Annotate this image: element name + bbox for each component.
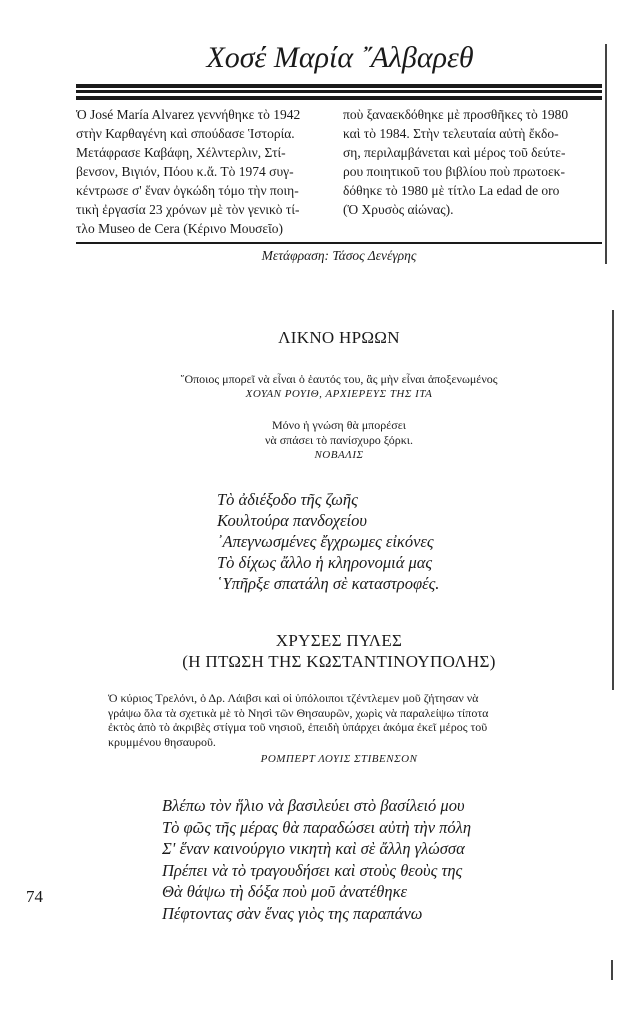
verse-line: ῾Υπῆρξε σπατάλη σὲ καταστροφές. bbox=[217, 574, 440, 593]
verse-line: Σ' ἕναν καινούργιο νικητὴ καὶ σὲ ἄλλη γλώσσα bbox=[162, 839, 465, 858]
epigraph-text: ἐκτὸς ἀπὸ τὸ ἀκριβὲς στίγμα τοῦ νησιοῦ, ἐπειδὴ ὑπάρχει ἀκόμα ἐκεῖ μέρος τοῦ bbox=[108, 720, 488, 734]
margin-line bbox=[612, 310, 614, 690]
bio-line: Μετάφρασε Καβάφη, Χέλντερλιν, Στί- bbox=[76, 145, 286, 160]
poem-stanza bbox=[217, 489, 439, 594]
epigraph-text: Ὁ κύριος Τρελόνι, ὁ Δρ. Λάιβσι καὶ οἱ ὑπόλοιποι τζέντλεμεν μοῦ ζήτησαν νὰ bbox=[108, 691, 479, 705]
bio-right-column bbox=[343, 105, 602, 219]
bio-line: δόθηκε τὸ 1980 μὲ τίτλο La edad de oro bbox=[343, 183, 560, 198]
bio-line: καὶ τὸ 1984. Στὴν τελευταία αὐτὴ ἔκδο- bbox=[343, 126, 559, 141]
epigraph bbox=[76, 418, 602, 463]
verse-line: Τὸ φῶς τῆς μέρας θὰ παραδώσει αὐτὴ τὴν πόλη bbox=[162, 817, 472, 837]
bio-line: ση, περιλαμβάνεται καὶ μέρος τοῦ δεύτε- bbox=[343, 145, 566, 160]
poem-title-line: (Η ΠΤΩΣΗ ΤΗΣ ΚΩΣΤΑΝΤΙΝΟΥΠΟΛΗΣ) bbox=[182, 652, 496, 671]
epigraph bbox=[76, 372, 602, 402]
bio-line: τικὴ ἐργασία 23 χρόνων μὲ τὸν γενικὸ τί- bbox=[76, 202, 300, 217]
verse-line: ᾿Απεγνωσμένες ἔγχρωμες εἰκόνες bbox=[217, 532, 434, 551]
verse-line: Κουλτούρα πανδοχείου bbox=[217, 511, 367, 530]
bio-line: ποὺ ξαναεκδόθηκε μὲ προσθῆκες τὸ 1980 bbox=[343, 107, 569, 122]
header-rule-3 bbox=[76, 96, 602, 100]
epigraph-text: ῞Οποιος μπορεῖ νὰ εἶναι ὁ ἑαυτός του, ἂς μὴν εἶναι ἀποξενωμένος bbox=[180, 372, 498, 386]
translator-credit: Μετάφραση: Τάσος Δενέγρης bbox=[261, 248, 417, 263]
epigraph-text: νὰ σπάσει τὸ πανίσχυρο ξόρκι. bbox=[265, 433, 413, 447]
epigraph-attribution: ΝΟΒΑΛΙΣ bbox=[314, 449, 364, 461]
poem-stanza bbox=[162, 795, 471, 924]
epigraph-text: Μόνο ἡ γνώση θὰ μπορέσει bbox=[271, 418, 407, 432]
author-title: Χοσέ Μαρία ῎Αλβαρεθ bbox=[206, 41, 474, 74]
bio-divider bbox=[76, 242, 602, 244]
poem-title: ΛΙΚΝΟ ΗΡΩΩΝ bbox=[278, 328, 400, 347]
poem-title bbox=[76, 630, 602, 672]
verse-line: Τὸ δίχως ἄλλο ἡ κληρονομιά μας bbox=[217, 553, 433, 572]
header-rule-2 bbox=[76, 90, 602, 93]
margin-line bbox=[605, 44, 607, 264]
verse-line: Θὰ θάψω τὴ δόξα ποὺ μοῦ ἀνατέθηκε bbox=[162, 882, 407, 901]
bio-line: κέντρωσε σ' ἕναν ὀγκώδη τόμο τὴν ποιη- bbox=[76, 183, 299, 198]
verse-line: Βλέπω τὸν ἥλιο νὰ βασιλεύει στὸ βασίλειό μου bbox=[162, 796, 465, 815]
epigraph bbox=[108, 691, 574, 749]
bio-left-column bbox=[76, 105, 335, 238]
margin-line bbox=[611, 960, 613, 980]
epigraph-attribution: ΡΟΜΠΕΡΤ ΛΟΥΙΣ ΣΤΙΒΕΝΣΟΝ bbox=[260, 753, 418, 765]
epigraph-text: κρυμμένου θησαυροῦ. bbox=[108, 734, 216, 749]
page-number: 74 bbox=[26, 887, 43, 906]
verse-line: Πρέπει νὰ τὸ τραγουδήσει καὶ στοὺς θεοὺς της bbox=[162, 860, 463, 880]
epigraph-text: γράψω ὅλα τὰ σχετικὰ μὲ τὸ Νησὶ τῶν Θησαυρῶν, χωρὶς νὰ παραλείψω τίποτα bbox=[108, 705, 489, 720]
epigraph-attribution-wrap bbox=[76, 752, 602, 767]
bio-line: στὴν Καρθαγένη καὶ σπούδασε Ἱστορία. bbox=[76, 126, 295, 141]
header-rule-1 bbox=[76, 84, 602, 88]
bio-line: βενσον, Βιγιόν, Πόου κ.ἄ. Τὸ 1974 συγ- bbox=[76, 164, 294, 179]
bio-line: Ὁ José María Alvarez γεννήθηκε τὸ 1942 bbox=[76, 107, 301, 122]
poem-title-line: ΧΡΥΣΕΣ ΠΥΛΕΣ bbox=[275, 631, 403, 650]
verse-line: Τὸ ἀδιέξοδο τῆς ζωῆς bbox=[217, 490, 358, 509]
bio-line: ρου ποιητικοῦ του βιβλίου ποὺ πρωτοεκ- bbox=[343, 164, 565, 179]
bio-line: (Ὁ Χρυσὸς αἰώνας). bbox=[343, 202, 454, 217]
bio-line: τλο Museo de Cera (Κέρινο Μουσεῖο) bbox=[76, 221, 283, 236]
verse-line: Πέφτοντας σὰν ἕνας γιὸς της παραπάνω bbox=[162, 903, 423, 923]
epigraph-attribution: ΧΟΥΑΝ ΡΟΥΙΘ, ΑΡΧΙΕΡΕΥΣ ΤΗΣ ΙΤΑ bbox=[245, 388, 433, 400]
